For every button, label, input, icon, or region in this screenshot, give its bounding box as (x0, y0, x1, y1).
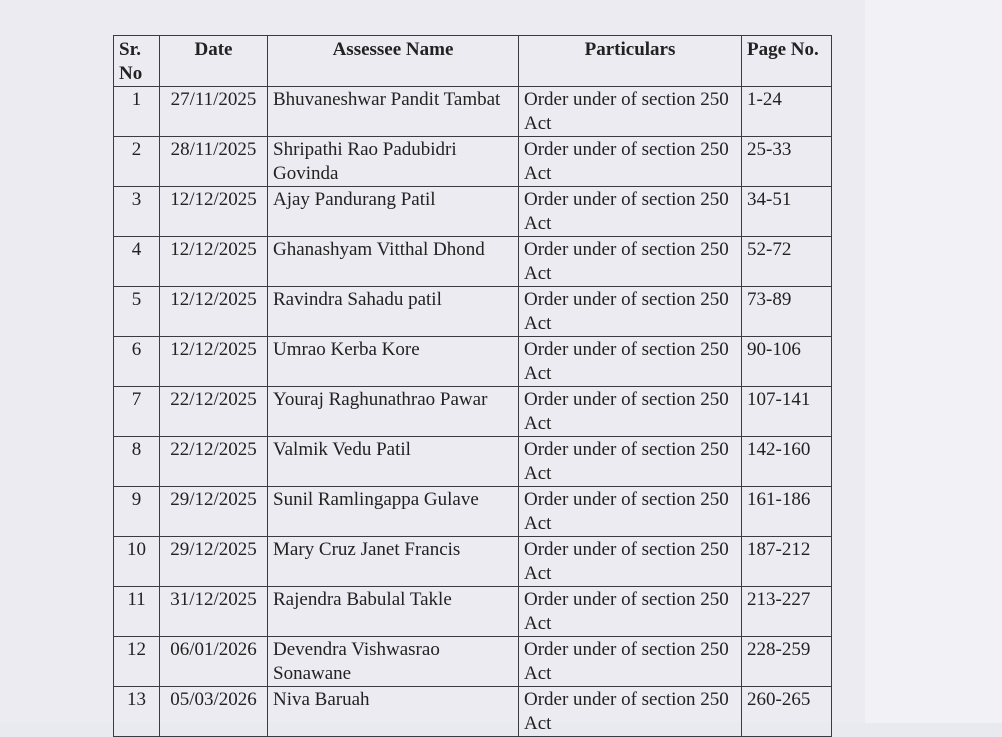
cell-particulars: Order under of section 250 Act (519, 187, 742, 237)
cell-date: 29/12/2025 (160, 537, 268, 587)
cell-assessee-name: Devendra Vishwasrao Sonawane (268, 637, 519, 687)
cell-particulars: Order under of section 250 Act (519, 287, 742, 337)
cell-page-no: 107-141 (742, 387, 832, 437)
cell-assessee-name: Youraj Raghunathrao Pawar (268, 387, 519, 437)
cell-particulars: Order under of section 250 Act (519, 237, 742, 287)
cell-particulars: Order under of section 250 Act (519, 137, 742, 187)
cell-date: 22/12/2025 (160, 437, 268, 487)
table-row (114, 437, 832, 487)
cell-sr-no: 12 (114, 637, 160, 687)
cell-assessee-name: Sunil Ramlingappa Gulave (268, 487, 519, 537)
cell-sr-no: 5 (114, 287, 160, 337)
cell-date: 31/12/2025 (160, 587, 268, 637)
cell-date: 12/12/2025 (160, 187, 268, 237)
cell-page-no: 73-89 (742, 287, 832, 337)
cell-assessee-name: Ravindra Sahadu patil (268, 287, 519, 337)
cell-assessee-name: Niva Baruah (268, 687, 519, 737)
cell-page-no: 161-186 (742, 487, 832, 537)
cell-page-no: 228-259 (742, 637, 832, 687)
table-row (114, 387, 832, 437)
cell-particulars: Order under of section 250 Act (519, 487, 742, 537)
cell-date: 22/12/2025 (160, 387, 268, 437)
header-date: Date (160, 36, 268, 87)
cell-particulars: Order under of section 250 Act (519, 687, 742, 737)
cell-assessee-name: Bhuvaneshwar Pandit Tambat (268, 87, 519, 137)
cell-particulars: Order under of section 250 Act (519, 587, 742, 637)
cell-sr-no: 3 (114, 187, 160, 237)
cell-assessee-name: Mary Cruz Janet Francis (268, 537, 519, 587)
cell-page-no: 260-265 (742, 687, 832, 737)
cell-date: 29/12/2025 (160, 487, 268, 537)
orders-register-table (113, 35, 832, 737)
cell-sr-no: 7 (114, 387, 160, 437)
cell-sr-no: 6 (114, 337, 160, 387)
cell-assessee-name: Ghanashyam Vitthal Dhond (268, 237, 519, 287)
cell-sr-no: 10 (114, 537, 160, 587)
cell-assessee-name: Rajendra Babulal Takle (268, 587, 519, 637)
cell-date: 28/11/2025 (160, 137, 268, 187)
cell-sr-no: 1 (114, 87, 160, 137)
header-assessee-name: Assessee Name (268, 36, 519, 87)
cell-particulars: Order under of section 250 Act (519, 387, 742, 437)
cell-page-no: 34-51 (742, 187, 832, 237)
table-row (114, 187, 832, 237)
table-row (114, 137, 832, 187)
cell-sr-no: 4 (114, 237, 160, 287)
cell-assessee-name: Shripathi Rao Padubidri Govinda (268, 137, 519, 187)
table-header-row (114, 36, 832, 87)
table-row (114, 237, 832, 287)
cell-particulars: Order under of section 250 Act (519, 537, 742, 587)
cell-particulars: Order under of section 250 Act (519, 437, 742, 487)
cell-date: 12/12/2025 (160, 237, 268, 287)
cell-particulars: Order under of section 250 Act (519, 87, 742, 137)
header-particulars: Particulars (519, 36, 742, 87)
table-row (114, 337, 832, 387)
cell-page-no: 142-160 (742, 437, 832, 487)
cell-date: 27/11/2025 (160, 87, 268, 137)
cell-sr-no: 11 (114, 587, 160, 637)
cell-assessee-name: Ajay Pandurang Patil (268, 187, 519, 237)
table-row (114, 87, 832, 137)
cell-page-no: 1-24 (742, 87, 832, 137)
cell-sr-no: 2 (114, 137, 160, 187)
cell-assessee-name: Valmik Vedu Patil (268, 437, 519, 487)
cell-sr-no: 8 (114, 437, 160, 487)
cell-date: 12/12/2025 (160, 337, 268, 387)
cell-page-no: 52-72 (742, 237, 832, 287)
table-row (114, 687, 832, 737)
cell-page-no: 213-227 (742, 587, 832, 637)
cell-page-no: 25-33 (742, 137, 832, 187)
table-row (114, 287, 832, 337)
header-page-no: Page No. (742, 36, 832, 87)
table-row (114, 537, 832, 587)
table-row (114, 487, 832, 537)
cell-date: 12/12/2025 (160, 287, 268, 337)
cell-sr-no: 13 (114, 687, 160, 737)
table-row (114, 637, 832, 687)
cell-date: 06/01/2026 (160, 637, 268, 687)
table-row (114, 587, 832, 637)
cell-particulars: Order under of section 250 Act (519, 637, 742, 687)
cell-page-no: 187-212 (742, 537, 832, 587)
cell-date: 05/03/2026 (160, 687, 268, 737)
header-sr-no: Sr. No (114, 36, 160, 87)
page-edge (865, 0, 1002, 723)
cell-page-no: 90-106 (742, 337, 832, 387)
cell-sr-no: 9 (114, 487, 160, 537)
cell-assessee-name: Umrao Kerba Kore (268, 337, 519, 387)
cell-particulars: Order under of section 250 Act (519, 337, 742, 387)
